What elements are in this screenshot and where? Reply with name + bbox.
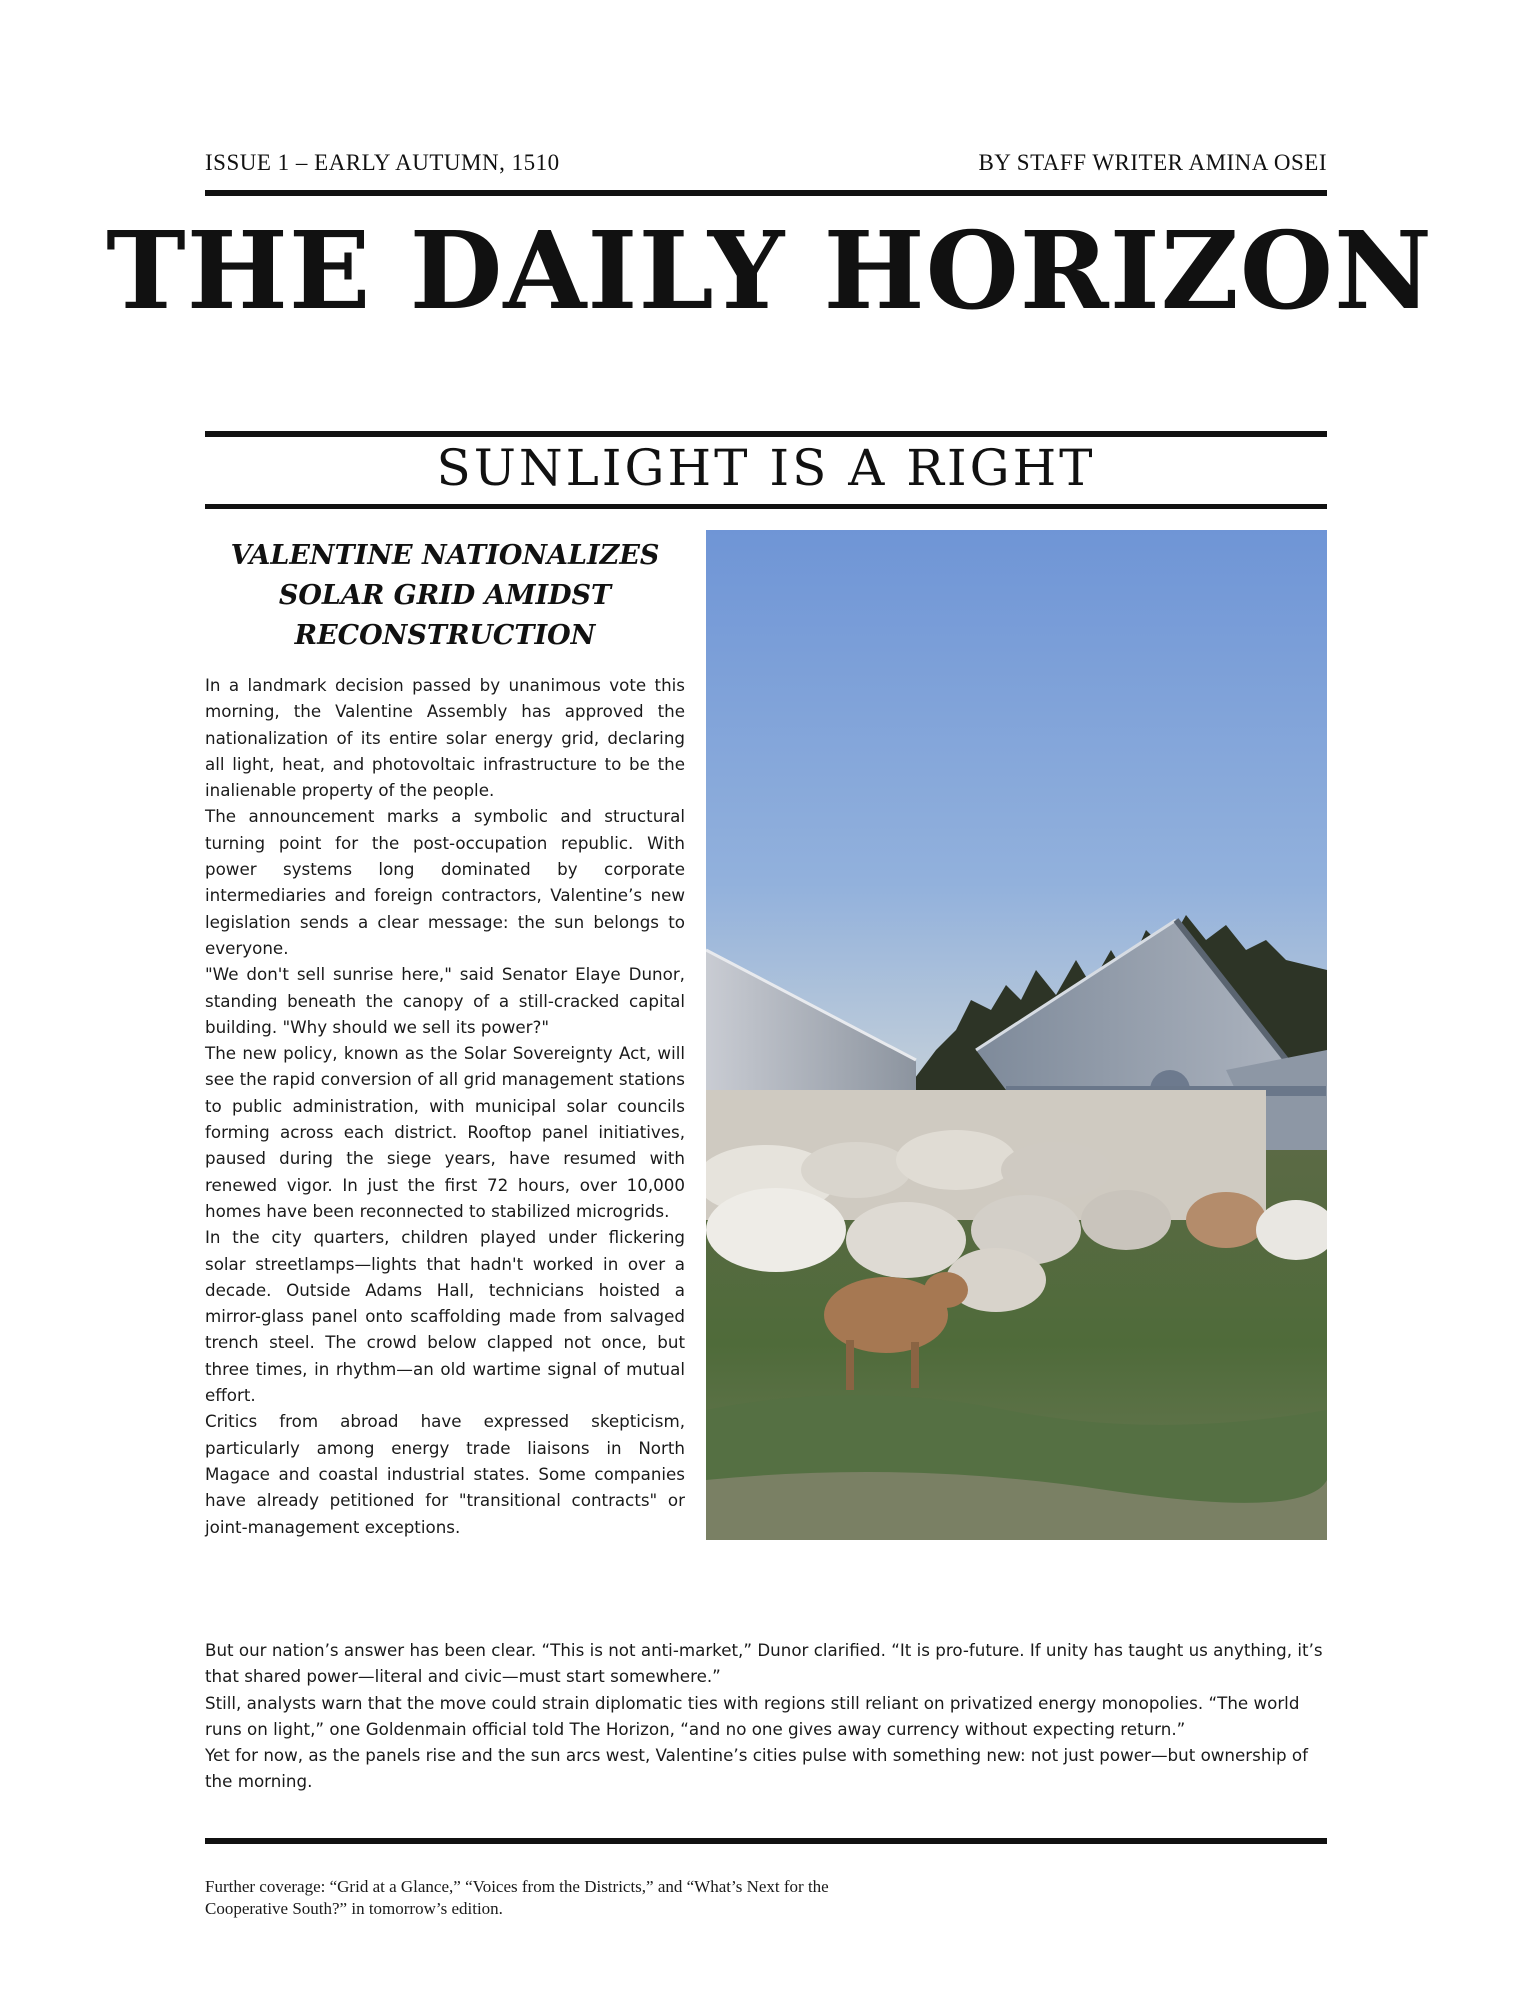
section-rule-top: [205, 431, 1327, 437]
paragraph: Yet for now, as the panels rise and the sun arcs west, Valentine’s cities pulse with something new: not just power—but ownership of the morning.: [205, 1745, 1309, 1792]
newspaper-title: THE DAILY HORIZON: [106, 209, 1433, 334]
byline: BY STAFF WRITER AMINA OSEI: [978, 150, 1327, 175]
paragraph: But our nation’s answer has been clear. “This is not anti-market,” Dunor clarified. “It is pro-future. If unity has taught us anything, it’s that shared power—literal and civic—must start somewhere.”: [205, 1640, 1323, 1687]
paragraph: Still, analysts warn that the move could strain diplomatic ties with regions still reliant on privatized energy monopolies. “The world runs on light,” one Goldenmain official told The Horizon, “and no one gives away currency without expecting return.”: [205, 1692, 1300, 1739]
footer-rule: [205, 1838, 1327, 1844]
paragraph: "We don't sell sunrise here," said Senator Elaye Dunor, standing beneath the canopy of a still-cracked capital building. "Why should we sell its power?": [205, 964, 685, 1037]
masthead-meta: [205, 150, 1327, 180]
further-coverage-note: [205, 1876, 965, 1920]
issue-label: ISSUE 1 – EARLY AUTUMN, 1510: [205, 150, 560, 175]
section-rule-bottom: [205, 504, 1327, 509]
article-full-width-body: [205, 1637, 1331, 1795]
paragraph: Critics from abroad have expressed skepticism, particularly among energy trade liaisons in North Magace and coastal industrial states. Some companies have already petitioned for "transitional contracts" or joint-management exceptions.: [205, 1411, 685, 1537]
section-heading: SUNLIGHT IS A RIGHT: [436, 439, 1096, 497]
footer-note-line: Further coverage: “Grid at a Glance,” “Voices from the Districts,” and “What’s Next for the: [205, 1877, 829, 1896]
paragraph: In a landmark decision passed by unanimous vote this morning, the Valentine Assembly has approved the nationalization of its entire solar energy grid, declaring all light, heat, and photovoltaic infrastructure to be the inalienable property of the people.: [205, 675, 685, 801]
paragraph: The announcement marks a symbolic and structural turning point for the post-occupation republic. With power systems long dominated by corporate intermediaries and foreign contractors, Valentine’s new legislation sends a clear message: the sun belongs to everyone.: [205, 806, 685, 958]
masthead-rule: [205, 190, 1327, 196]
article-column-body: [205, 672, 685, 1540]
paragraph: The new policy, known as the Solar Sovereignty Act, will see the rapid conversion of all grid management stations to public administration, with municipal solar councils forming across each district. Rooftop panel initiatives, paused during the siege years, have resumed with renewed vigor. In just the first 72 hours, over 10,000 homes have been reconnected to stabilized microgrids.: [205, 1043, 685, 1221]
paragraph: In the city quarters, children played under flickering solar streetlamps—lights that hadn't worked in over a decade. Outside Adams Hall, technicians hoisted a mirror-glass panel onto scaffolding made from salvaged trench steel. The crowd below clapped not once, but three times, in rhythm—an old wartime signal of mutual effort.: [205, 1227, 685, 1406]
footer-note-line: Cooperative South?” in tomorrow’s edition.: [205, 1899, 503, 1918]
article-photo-solar-field-sheep: [706, 530, 1327, 1540]
article-headline: VALENTINE NATIONALIZES SOLAR GRID AMIDST RECONSTRUCTION: [230, 540, 660, 651]
